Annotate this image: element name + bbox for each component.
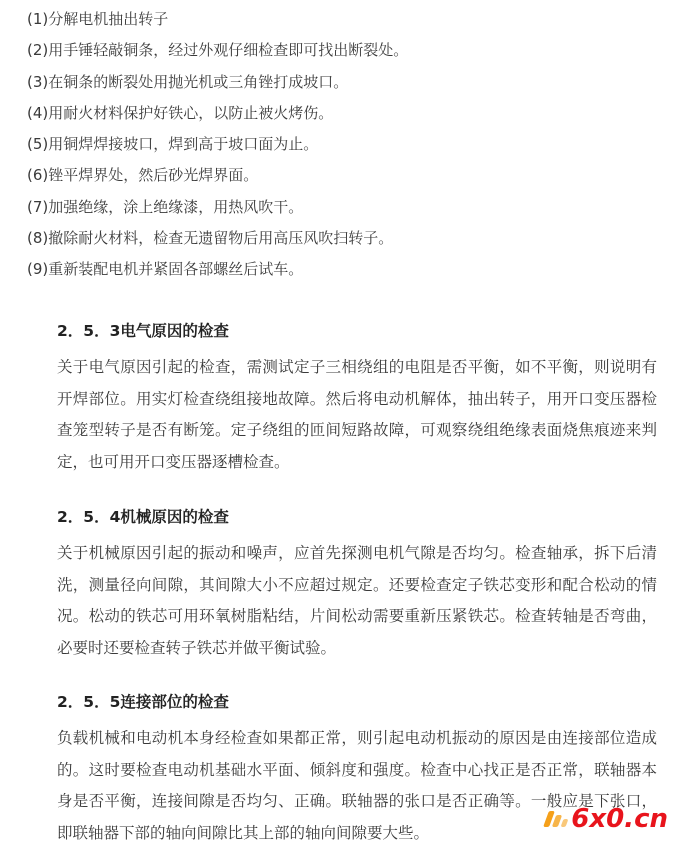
section-paragraph: 关于机械原因引起的振动和噪声，应首先探测电机气隙是否均匀。检查轴承，拆下后清洗，测量径向间隙，其间隙大小不应超过规定。还要检查定子铁芯变形和配合松动的情况。松动的铁芯可用环氧树脂粘结，片间松动需要重新压紧铁芯。检查转轴是否弯曲，必要时还要检查转子铁芯并做平衡试验。	[57, 544, 657, 657]
section-mechanical-check	[57, 505, 657, 664]
site-watermark	[542, 804, 668, 834]
list-item: (8)撤除耐火材料，检查无遗留物后用高压风吹扫转子。	[27, 229, 394, 248]
section-electrical-check	[57, 319, 657, 478]
watermark-text: 6x0.cn	[571, 804, 668, 834]
section-paragraph: 负载机械和电动机本身经检查如果都正常，则引起电动机振动的原因是由连接部位造成的。这时要检查电动机基础水平面、倾斜度和强度。检查中心找正是否正常，联轴器本身是否平衡，连接间隙是否均匀、正确。联轴器的张口是否正确等。一般应是下张口，即联轴器下部的轴向间隙比其上部的轴向间隙要大些。	[57, 729, 657, 842]
section-paragraph: 关于电气原因引起的检查，需测试定子三相绕组的电阻是否平衡，如不平衡，则说明有开焊部位。用实灯检查绕组接地故障。然后将电动机解体，抽出转子，用开口变压器检查笼型转子是否有断笼。定子绕组的匝间短路故障，可观察绕组绝缘表面烧焦痕迹来判定，也可用开口变压器逐槽检查。	[57, 358, 657, 471]
section-heading: 2．5．5连接部位的检查	[57, 693, 229, 711]
section-heading: 2．5．3电气原因的检查	[57, 322, 229, 340]
list-item: (5)用铜焊焊接坡口，焊到高于坡口面为止。	[27, 135, 319, 154]
list-item: (9)重新装配电机并紧固各部螺丝后试车。	[27, 260, 304, 279]
logo-bars-icon	[542, 807, 568, 831]
list-item: (6)锉平焊界处，然后砂光焊界面。	[27, 166, 259, 185]
section-heading: 2．5．4机械原因的检查	[57, 508, 229, 526]
repair-steps-list	[27, 6, 667, 288]
list-item: (4)用耐火材料保护好铁心，以防止被火烤伤。	[27, 103, 334, 122]
list-item: (3)在铜条的断裂处用抛光机或三角锉打成坡口。	[27, 72, 349, 91]
list-item: (1)分解电机抽出转子	[27, 10, 169, 28]
list-item: (7)加强绝缘，涂上绝缘漆，用热风吹干。	[27, 197, 304, 216]
list-item: (2)用手锤轻敲铜条，经过外观仔细检查即可找出断裂处。	[27, 41, 409, 60]
